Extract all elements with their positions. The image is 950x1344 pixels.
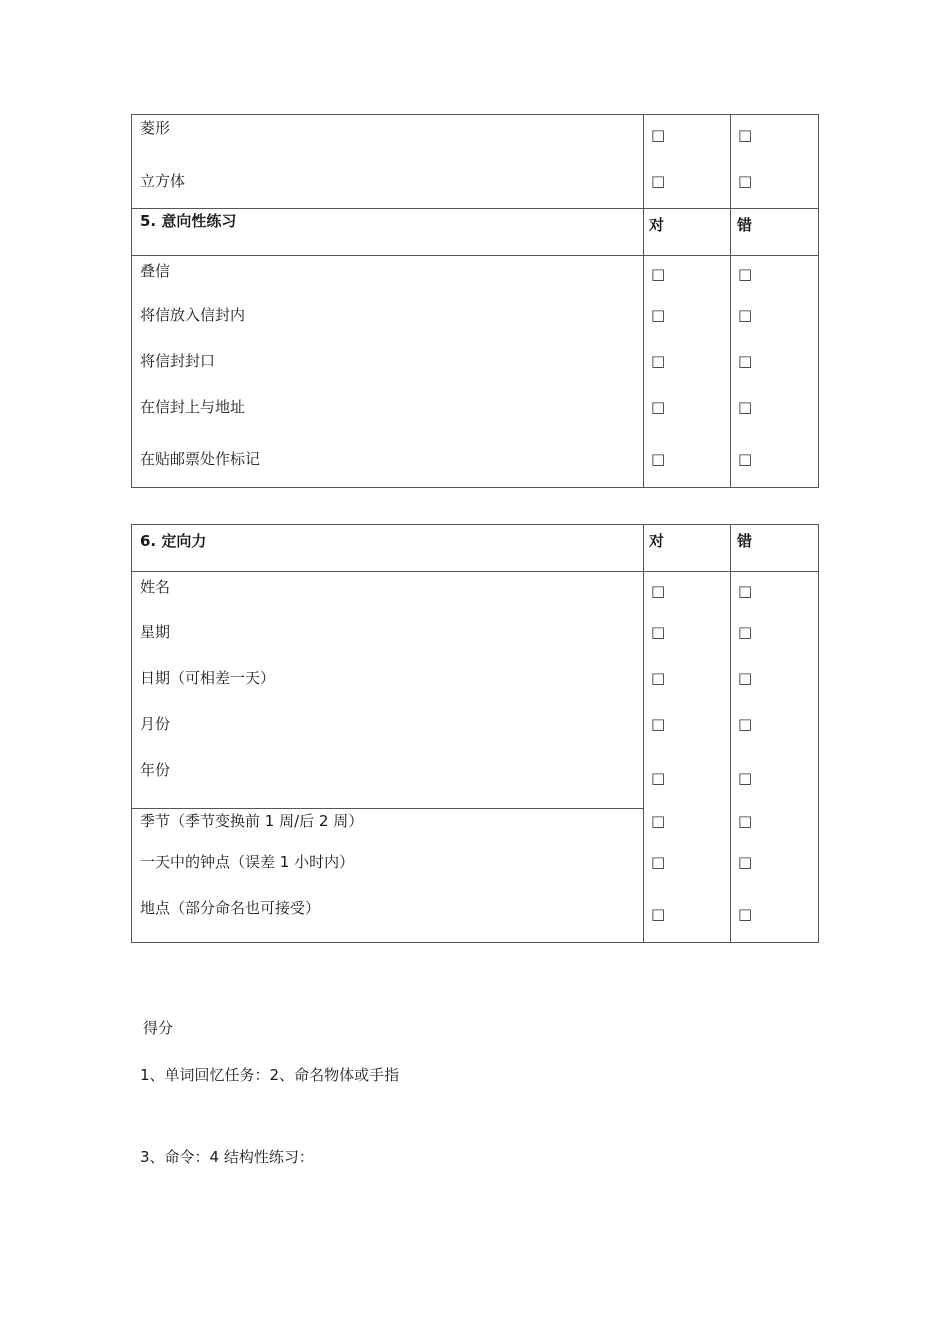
checkbox-correct[interactable]: □ [651, 623, 666, 641]
row-divider [132, 208, 818, 209]
checkbox-correct[interactable]: □ [651, 669, 666, 687]
row-label: 一天中的钟点（误差 1 小时内） [140, 853, 355, 871]
checkbox-wrong[interactable]: □ [738, 265, 753, 283]
checkbox-correct[interactable]: □ [651, 905, 666, 923]
row-divider [132, 571, 818, 572]
checkbox-wrong[interactable]: □ [738, 812, 753, 830]
row-label: 月份 [140, 715, 171, 733]
section-title: 6. 定向力 [140, 532, 207, 550]
checkbox-correct[interactable]: □ [651, 715, 666, 733]
row-label: 姓名 [140, 578, 171, 596]
checkbox-correct[interactable]: □ [651, 450, 666, 468]
section-title: 5. 意向性练习 [140, 212, 237, 230]
checkbox-correct[interactable]: □ [651, 172, 666, 190]
checkbox-correct[interactable]: □ [651, 126, 666, 144]
checkbox-wrong[interactable]: □ [738, 669, 753, 687]
row-label: 在贴邮票处作标记 [140, 450, 261, 468]
score-line-2: 3、命令：4 结构性练习： [140, 1148, 314, 1166]
checkbox-wrong[interactable]: □ [738, 582, 753, 600]
score-line-1: 1、单词回忆任务：2、命名物体或手指 [140, 1066, 400, 1084]
row-label: 将信封封口 [140, 352, 216, 370]
column-divider [730, 525, 731, 942]
row-label: 星期 [140, 623, 171, 641]
table-orientation [131, 524, 819, 943]
checkbox-correct[interactable]: □ [651, 582, 666, 600]
column-divider [730, 115, 731, 487]
row-label: 年份 [140, 761, 171, 779]
checkbox-correct[interactable]: □ [651, 853, 666, 871]
checkbox-wrong[interactable]: □ [738, 715, 753, 733]
checkbox-wrong[interactable]: □ [738, 306, 753, 324]
checkbox-wrong[interactable]: □ [738, 172, 753, 190]
checkbox-correct[interactable]: □ [651, 265, 666, 283]
column-header-wrong: 错 [737, 216, 753, 234]
row-divider [132, 808, 643, 809]
row-label: 将信放入信封内 [140, 306, 246, 324]
row-label: 日期（可相差一天） [140, 669, 276, 687]
checkbox-correct[interactable]: □ [651, 306, 666, 324]
column-divider [643, 115, 644, 487]
row-label: 菱形 [140, 119, 171, 137]
checkbox-wrong[interactable]: □ [738, 126, 753, 144]
checkbox-correct[interactable]: □ [651, 769, 666, 787]
checkbox-wrong[interactable]: □ [738, 905, 753, 923]
row-label: 立方体 [140, 172, 186, 190]
checkbox-wrong[interactable]: □ [738, 450, 753, 468]
row-label: 地点（部分命名也可接受） [140, 899, 321, 917]
checkbox-wrong[interactable]: □ [738, 398, 753, 416]
checkbox-correct[interactable]: □ [651, 812, 666, 830]
row-label: 叠信 [140, 262, 171, 280]
checkbox-correct[interactable]: □ [651, 352, 666, 370]
table-intentional-practice [131, 114, 819, 488]
row-label: 季节（季节变换前 1 周/后 2 周） [140, 812, 364, 830]
checkbox-wrong[interactable]: □ [738, 769, 753, 787]
row-divider [132, 255, 818, 256]
column-divider [643, 525, 644, 942]
column-header-correct: 对 [649, 532, 665, 550]
column-header-correct: 对 [649, 216, 665, 234]
column-header-wrong: 错 [737, 532, 753, 550]
checkbox-wrong[interactable]: □ [738, 352, 753, 370]
checkbox-wrong[interactable]: □ [738, 623, 753, 641]
score-title: 得分 [143, 1019, 174, 1037]
row-label: 在信封上与地址 [140, 398, 246, 416]
checkbox-correct[interactable]: □ [651, 398, 666, 416]
checkbox-wrong[interactable]: □ [738, 853, 753, 871]
